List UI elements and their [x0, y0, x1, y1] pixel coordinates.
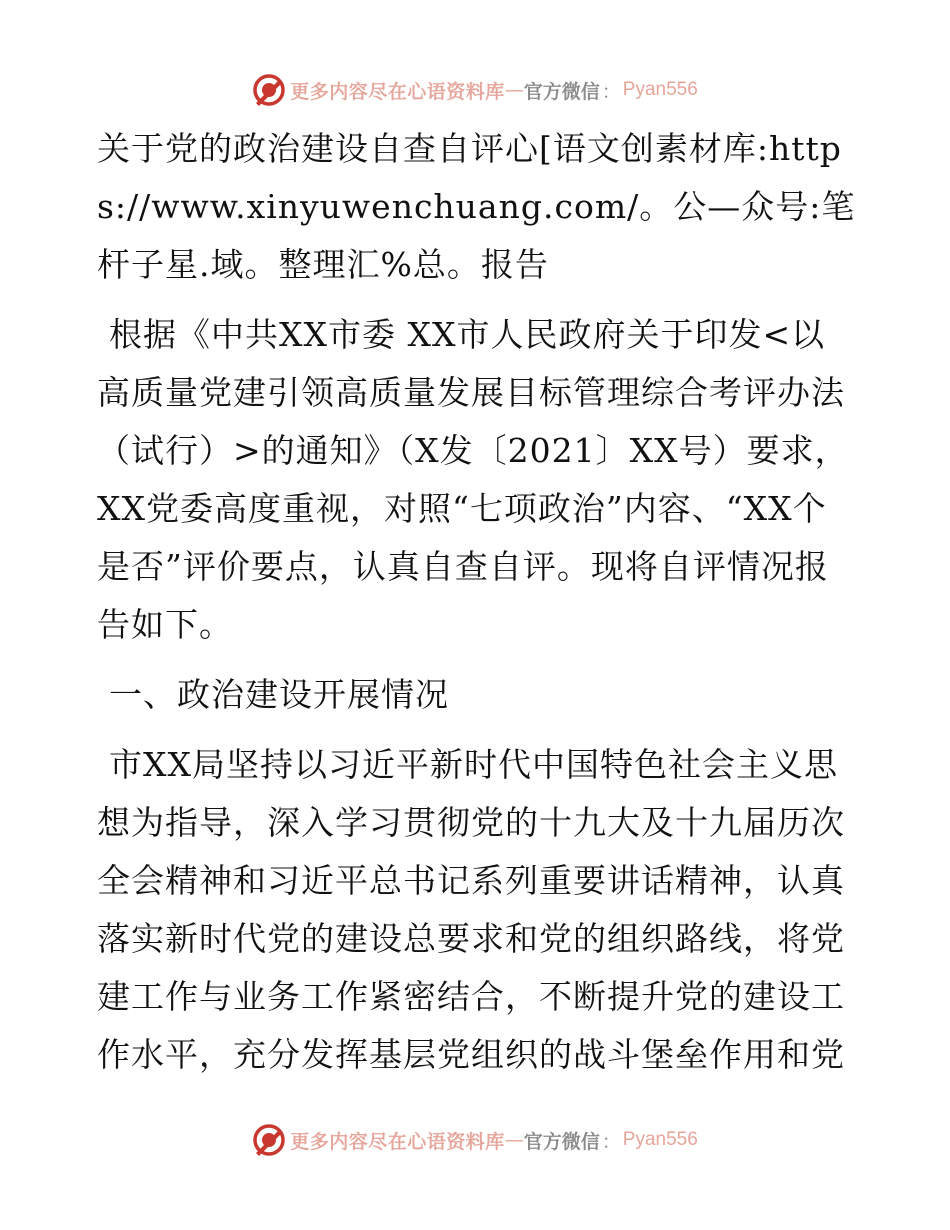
- section-heading: 一、政治建设开展情况: [109, 675, 449, 714]
- banner-main-text: 更多内容尽在心语资料库: [290, 1130, 505, 1153]
- banner-wechat-id: Pyan556: [622, 79, 698, 100]
- banner-separator: —: [504, 79, 524, 101]
- intro-paragraph: 根据《中共XX市委 XX市人民政府关于印发<以高质量党建引领高质量发展目标管理综合考评办法（试行）>的通知》（X发〔2021〕XX号）要求，XX党委高度重视，对照“七项政治”内容、“XX个是否”评价要点，认真自查自评。现将自评情况报告如下。: [97, 315, 849, 644]
- banner-colon: ：: [601, 80, 621, 103]
- red-circle-pen-icon: [252, 73, 286, 107]
- footer-banner: [0, 1120, 950, 1160]
- header-banner: [0, 70, 950, 110]
- banner-wechat-label: 官方微信: [523, 80, 600, 103]
- document-title: 关于党的政治建设自查自评心[语文创素材库:https://www.xinyuwenchuang.com/。公—众号:笔杆子星.域。整理汇%总。报告: [97, 129, 856, 284]
- red-circle-pen-icon: [252, 1123, 286, 1157]
- document-body: [97, 120, 857, 1096]
- banner-wechat-id: Pyan556: [622, 1129, 698, 1150]
- banner-separator: —: [504, 1129, 524, 1151]
- banner-colon: ：: [601, 1130, 621, 1153]
- banner-wechat-label: 官方微信: [523, 1130, 600, 1153]
- banner-main-text: 更多内容尽在心语资料库: [290, 80, 505, 103]
- section-paragraph: 市XX局坚持以习近平新时代中国特色社会主义思想为指导，深入学习贯彻党的十九大及十九届历次全会精神和习近平总书记系列重要讲话精神，认真落实新时代党的建设总要求和党的组织路线，将党建工作与业务工作紧密结合，不断提升党的建设工作水平，充分发挥基层党组织的战斗堡垒作用和党: [97, 745, 845, 1074]
